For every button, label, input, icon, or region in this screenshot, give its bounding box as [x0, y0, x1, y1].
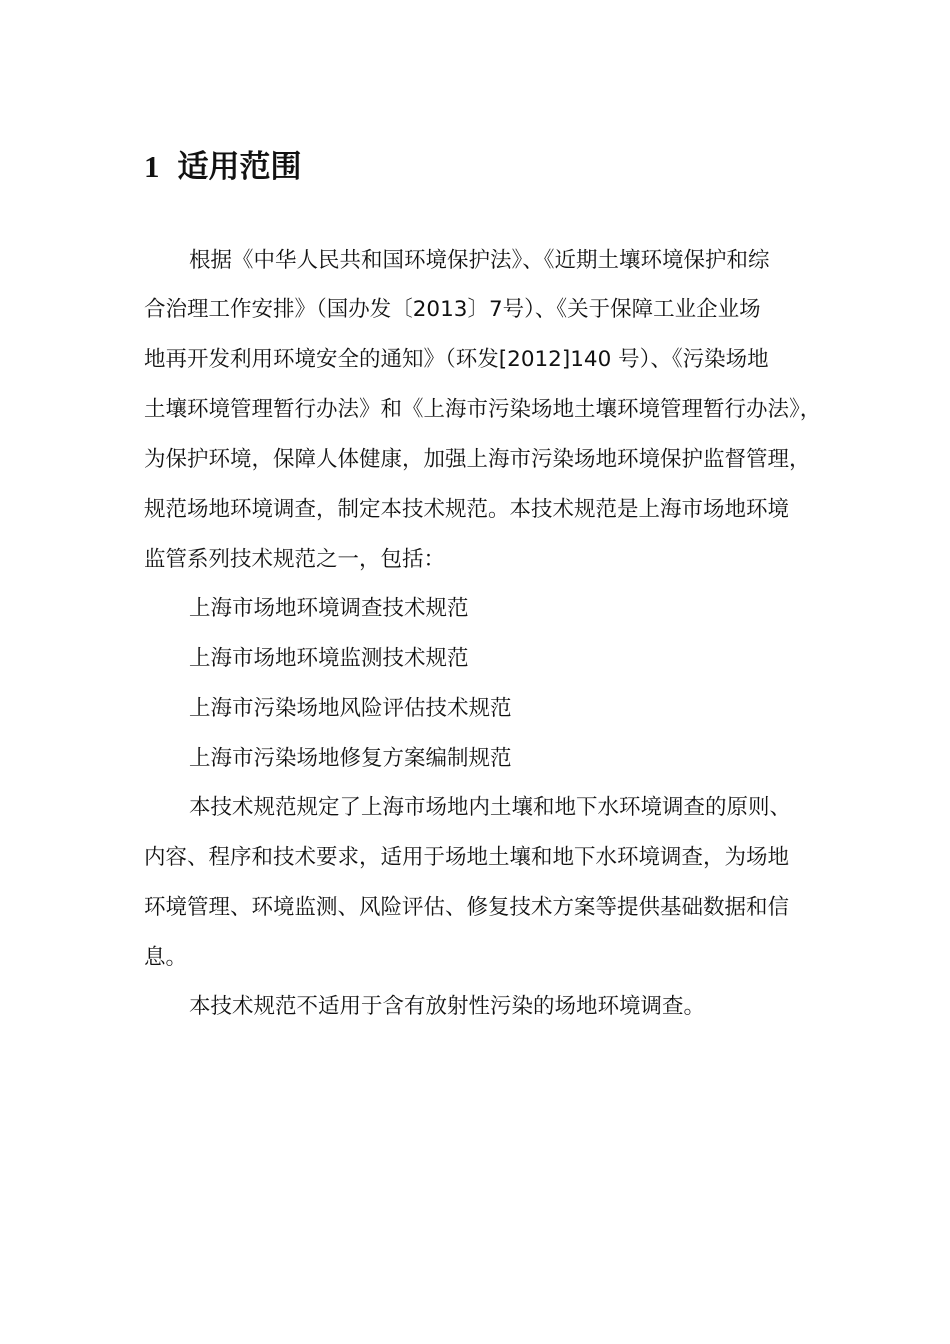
paragraph-line: 规范场地环境调查，制定本技术规范。本技术规范是上海市场地环境 [144, 497, 790, 522]
paragraph-line: 根据《中华人民共和国环境保护法》、《近期土壤环境保护和综 [189, 248, 770, 273]
paragraph-line: 内容、程序和技术要求，适用于场地土壤和地下水环境调查，为场地 [144, 845, 790, 870]
paragraph-line: 合治理工作安排》（国办发〔2013〕7号）、《关于保障工业企业场 [144, 297, 761, 322]
paragraph-line: 息。 [144, 945, 188, 970]
paragraph-line: 土壤环境管理暂行办法》和《上海市污染场地土壤环境管理暂行办法》， [144, 397, 822, 422]
paragraph-line: 本技术规范不适用于含有放射性污染的场地环境调查。 [189, 994, 706, 1019]
paragraph-line: 地再开发利用环境安全的通知》（环发[2012]140 号）、《污染场地 [144, 347, 769, 372]
list-item: 上海市场地环境监测技术规范 [189, 646, 469, 671]
section-heading [144, 143, 302, 191]
paragraph-line: 为保护环境，保障人体健康，加强上海市污染场地环境保护监督管理， [144, 447, 811, 472]
section-number: 1 [144, 149, 160, 184]
section-title: 适用范围 [177, 149, 302, 185]
paragraph-line: 监管系列技术规范之一，包括： [144, 547, 446, 572]
paragraph-line: 环境管理、环境监测、风险评估、修复技术方案等提供基础数据和信 [144, 895, 790, 920]
list-item: 上海市污染场地风险评估技术规范 [189, 696, 512, 721]
list-item: 上海市场地环境调查技术规范 [189, 596, 469, 621]
list-item: 上海市污染场地修复方案编制规范 [189, 746, 512, 771]
paragraph-line: 本技术规范规定了上海市场地内土壤和地下水环境调查的原则、 [189, 795, 792, 820]
